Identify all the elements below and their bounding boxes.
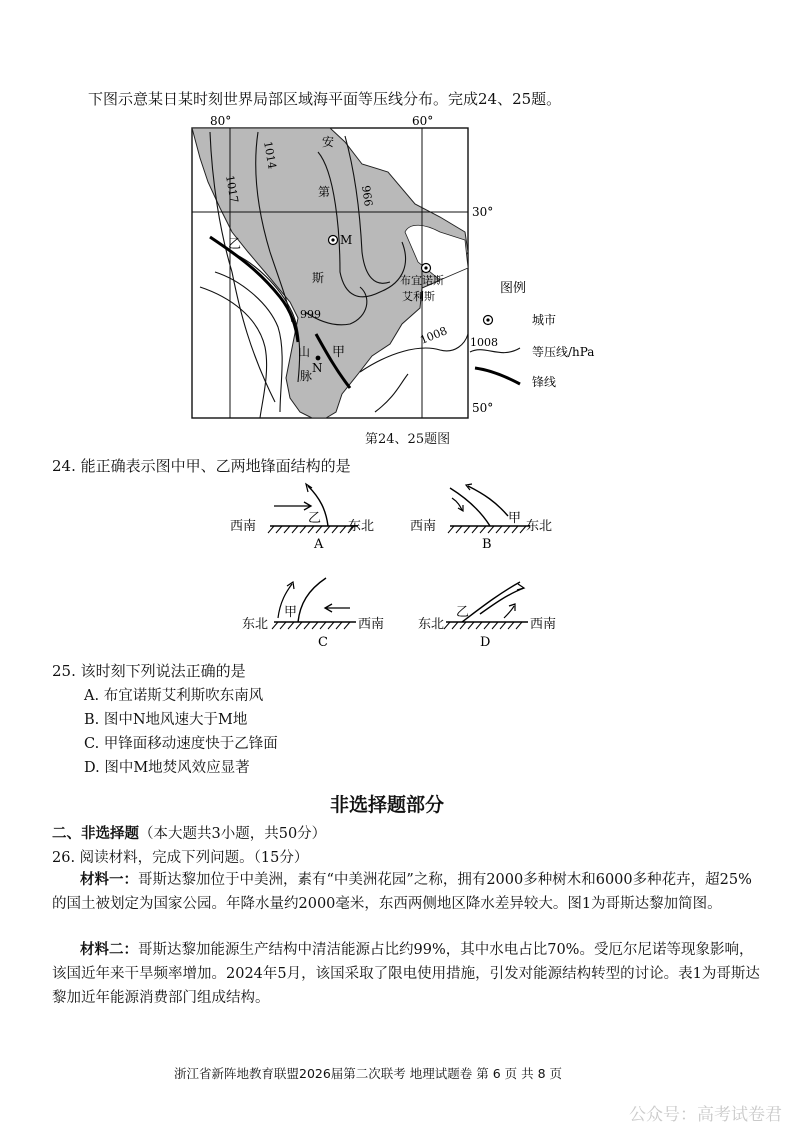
q24-stem [52,455,351,476]
place-shan: 山 [298,345,311,359]
q26-material-2-label: 材料二： [80,941,138,958]
isobar-label-1008: 1008 [418,324,450,347]
q25-stem [52,660,246,681]
place-di: 第 [318,185,331,199]
section-title: 非选择题部分 [330,794,445,816]
diagram-a-right: 东北 [348,519,375,534]
legend-front: 锋线 [532,375,557,389]
part2-heading-note: （本大题共3小题，共50分） [139,826,327,842]
page-footer: 浙江省新阵地教育联盟2026届第二次联考 地理试题卷 第 6 页 共 8 页 [174,1066,563,1081]
diagram-d-right: 西南 [530,617,557,632]
lon-label-60: 60° [412,114,434,128]
diagram-d[interactable] [418,572,578,648]
q26-stem: 26. 阅读材料，完成下列问题。（15分） [52,850,309,866]
lon-label-80: 80° [210,114,232,128]
q26-material-1-label: 材料一： [80,871,138,888]
isobar-label-1017: 1017 [223,174,241,205]
q25-option-b[interactable]: B. 图中N地风速大于M地 [84,712,248,728]
front-label-yi: 乙 [228,237,242,252]
q26-material-1 [52,868,760,916]
part2-heading [52,822,326,843]
q25-option-c[interactable]: C. 甲锋面移动速度快于乙锋面 [84,736,278,752]
diagram-a-left: 西南 [230,519,257,534]
legend-isobar: 等压线/hPa [532,345,595,359]
city-label-1: 布宜诺斯 [400,274,444,287]
q25-number: 25. [52,662,76,680]
isobar-map [140,112,640,424]
watermark: 公众号：高考试卷君 [629,1105,782,1125]
diagram-c-right: 西南 [358,617,385,632]
lat-label-30: 30° [472,205,494,219]
diagram-b-right: 东北 [526,519,553,534]
diagram-b-left: 西南 [410,519,437,534]
isobar-label-966: 966 [359,184,375,208]
diagram-d-left: 东北 [418,617,445,632]
diagram-a-front: 乙 [308,511,322,526]
q26-material-1-text: 哥斯达黎加位于中美洲，素有“中美洲花园”之称，拥有2000多种树木和6000多种花卉，超25%的国土被划定为国家公园。年降水量约2000毫米，东西两侧地区降水差异较大。图1为哥斯达黎加简图。 [52,872,752,912]
q25-option-a[interactable]: A. 布宜诺斯艾利斯吹东南风 [84,688,264,704]
place-mai: 脉 [300,369,313,383]
diagram-b-front: 甲 [508,511,522,526]
intro-text: 下图示意某日某时刻世界局部区域海平面等压线分布。完成24、25题。 [88,90,562,108]
figure-caption: 第24、25题图 [365,432,451,447]
point-label-n: N [312,361,323,375]
legend-isobar-value: 1008 [470,336,498,349]
city-label-2: 艾利斯 [402,290,435,303]
diagram-c[interactable] [240,572,400,648]
q26-material-2-text: 哥斯达黎加能源生产结构中清洁能源占比约99%，其中水电占比70%。受厄尔尼诺等现象影响，该国近年来干旱频率增加。2024年5月，该国采取了限电使用措施，引发对能源结构转型的讨论。表1为哥斯达黎加近年能源消费部门组成结构。 [52,942,760,1006]
diagram-b-letter: B [482,537,492,552]
q26-material-2 [52,938,760,1010]
diagram-a[interactable] [228,480,388,552]
legend-title: 图例 [500,281,527,296]
place-an: 安 [322,135,335,149]
diagram-a-letter: A [314,537,324,552]
q25-option-d[interactable]: D. 图中M地焚风效应显著 [84,760,250,776]
diagram-b[interactable] [410,480,570,552]
front-label-jia: 甲 [332,345,346,360]
diagram-c-front: 甲 [284,605,298,620]
diagram-c-left: 东北 [242,617,269,632]
isobar-label-1014: 1014 [261,140,279,171]
lat-label-50: 50° [472,401,494,415]
point-label-m: M [340,233,353,247]
place-si: 斯 [312,271,325,285]
diagram-d-letter: D [480,635,491,648]
q24-text: 能正确表示图中甲、乙两地锋面结构的是 [80,457,351,475]
diagram-d-front: 乙 [456,605,470,620]
isobar-label-999: 999 [300,308,321,321]
q25-text: 该时刻下列说法正确的是 [80,662,246,680]
part2-heading-title: 二、非选择题 [52,825,139,842]
diagram-c-letter: C [318,635,328,648]
legend-city: 城市 [532,313,557,327]
q24-number: 24. [52,457,76,475]
